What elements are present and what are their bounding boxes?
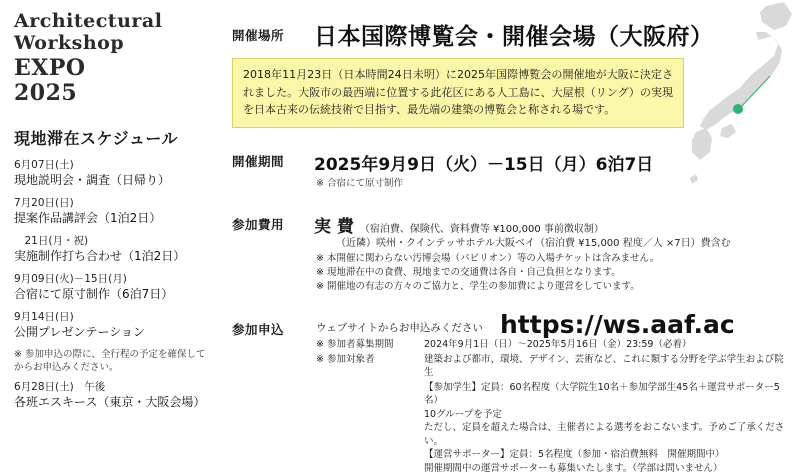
apply-lead-text: ウェブサイトからお申込みください xyxy=(316,320,483,335)
logo-line-2: Workshop xyxy=(14,32,214,54)
apply-block-line: 開催期間中の運営サポーターも募集いたします。（学部は問いません） xyxy=(424,462,786,475)
logo-line-3: EXPO xyxy=(14,56,214,81)
apply-block-line: 10グループを予定 xyxy=(424,408,786,422)
apply-details xyxy=(316,338,786,475)
schedule-name: 現地説明会・調査（日帰り） xyxy=(14,172,214,188)
schedule-name: 合宿にて原寸制作（6泊7日） xyxy=(14,286,214,302)
venue-label: 開催場所 xyxy=(232,26,284,44)
logo-line-4: 2025 xyxy=(14,81,214,106)
venue-callout-text: 2018年11月23日（日本時間24日未明）に2025年国際博覧会の開催地が大阪に決定されました。大阪市の最西端に位置する此花区にある人工島に、大屋根（リング）の実現を日本古来の伝統技術で目指す、最先端の建築の博覧会と称される場です。 xyxy=(243,66,673,119)
period-note: ※ 合宿にて原寸制作 xyxy=(316,175,403,189)
list-item xyxy=(14,272,214,302)
list-item xyxy=(14,310,214,340)
apply-label: 参加申込 xyxy=(232,320,284,338)
schedule-list xyxy=(14,158,214,410)
schedule-title: 現地滞在スケジュール xyxy=(14,126,214,149)
japan-map xyxy=(688,0,800,190)
period-value: 2025年9月9日（火）－15日（月）6泊7日 xyxy=(314,150,653,175)
fee-note: ※ 開催地の有志の方々のご協力と、学生の参加費により運営をしています。 xyxy=(316,280,659,294)
table-row xyxy=(316,338,786,352)
event-logo xyxy=(14,10,214,106)
schedule-date: 9月09日(火)－15日(月) xyxy=(14,272,214,286)
fee-notes xyxy=(316,252,659,294)
list-item xyxy=(14,234,214,264)
schedule-name: 公開プレゼンテーション xyxy=(14,324,214,340)
apply-detail-value: 建築および都市、環境、デザイン、芸術など、これに類する分野を学ぶ学生および院生 xyxy=(424,353,786,380)
schedule-date: 6月07日(土) xyxy=(14,158,214,172)
apply-detail-key: ※ 参加対象者 xyxy=(316,353,424,380)
list-item xyxy=(14,158,214,188)
apply-detail-key: ※ 参加者募集期間 xyxy=(316,338,424,352)
schedule-name: 提案作品講評会（1泊2日） xyxy=(14,210,214,226)
schedule-name: 実施制作打ち合わせ（1泊2日） xyxy=(14,248,214,264)
venue-title: 日本国際博覧会・開催会場（大阪府） xyxy=(314,18,714,51)
apply-block-line: 【参加学生】定員：60名程度（大学院生10名＋参加学部生45名＋運営サポーター5名） xyxy=(424,381,786,408)
fee-note: ※ 本開催に関わらない汚博会場（パビリオン）等の入場チケットは含みません。 xyxy=(316,252,659,266)
apply-block-line: ただし、定員を超えた場合は、主催者による選考をおこないます。予めご了承ください。 xyxy=(424,421,786,448)
schedule-date: 7月20日(日) xyxy=(14,196,214,210)
left-column xyxy=(14,10,214,418)
schedule-date: 21日(月・祝) xyxy=(14,234,214,248)
logo-line-1: Architectural xyxy=(14,10,214,32)
fee-label: 参加費用 xyxy=(232,215,284,233)
apply-url-link[interactable]: https://ws.aaf.ac xyxy=(500,310,735,339)
fee-main-sub: （宿泊費、保険代、資料費等 ¥100,000 事前徴収制） xyxy=(360,224,604,235)
fee-sub-note: （近隣）咲州・クインテッサホテル大阪ベイ（宿泊費 ¥15,000 程度／人 ×7日）費含む xyxy=(336,234,731,249)
fee-main-label: 実 費 xyxy=(314,217,354,237)
apply-block-line: 【運営サポーター】定員：5名程度（参加・宿泊費無料 開催期間中） xyxy=(424,448,786,462)
venue-callout xyxy=(232,58,684,128)
table-row xyxy=(316,353,786,380)
schedule-note-1: ※ 参加申込の際に、全行程の予定を確保してからお申込みください。 xyxy=(14,348,214,374)
schedule-name: 各班エスキース（東京・大阪会場） xyxy=(14,394,214,410)
list-item xyxy=(14,380,214,410)
fee-note: ※ 現地滞在中の食費、現地までの交通費は各自・自己負担となります。 xyxy=(316,266,659,280)
schedule-date: 9月14日(日) xyxy=(14,310,214,324)
period-label: 開催期間 xyxy=(232,152,284,170)
list-item xyxy=(14,196,214,226)
schedule-date: 6月28日(土) 午後 xyxy=(14,380,214,394)
apply-detail-value: 2024年9月1日（日）～2025年5月16日（金）23:59（必着） xyxy=(424,338,786,352)
